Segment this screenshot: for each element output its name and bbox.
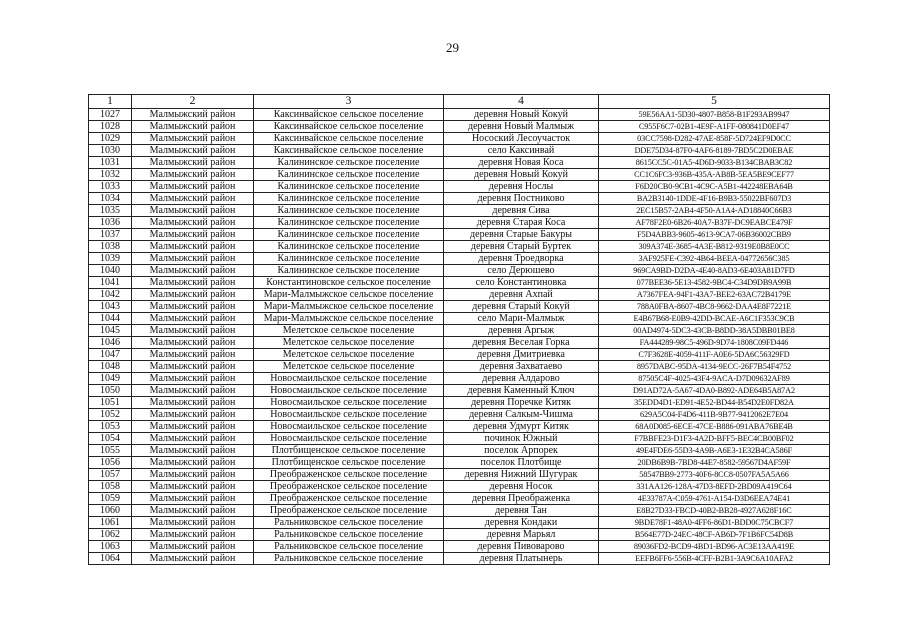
- row-number-cell: 1064: [89, 553, 132, 565]
- locality-cell: деревня Новый Кокуй: [444, 109, 599, 121]
- district-cell: Малмыжский район: [132, 205, 254, 217]
- district-cell: Малмыжский район: [132, 397, 254, 409]
- district-cell: Малмыжский район: [132, 553, 254, 565]
- district-cell: Малмыжский район: [132, 301, 254, 313]
- settlement-cell: Мари-Малмыжское сельское поселение: [254, 289, 444, 301]
- table-row: [89, 193, 830, 205]
- locality-cell: починок Южный: [444, 433, 599, 445]
- row-number-cell: 1040: [89, 265, 132, 277]
- locality-cell: деревня Марьял: [444, 529, 599, 541]
- settlement-cell: Мари-Малмыжское сельское поселение: [254, 301, 444, 313]
- settlement-cell: Калининское сельское поселение: [254, 181, 444, 193]
- district-cell: Малмыжский район: [132, 325, 254, 337]
- row-number-cell: 1048: [89, 361, 132, 373]
- locality-cell: село Мари-Малмыж: [444, 313, 599, 325]
- settlement-cell: Новосмаильское сельское поселение: [254, 373, 444, 385]
- locality-cell: деревня Старая Коса: [444, 217, 599, 229]
- table-row: [89, 469, 830, 481]
- district-cell: Малмыжский район: [132, 421, 254, 433]
- table-row: [89, 433, 830, 445]
- row-number-cell: 1058: [89, 481, 132, 493]
- table-row: [89, 457, 830, 469]
- settlement-cell: Мелетское сельское поселение: [254, 361, 444, 373]
- table-row: [89, 145, 830, 157]
- settlement-cell: Мари-Малмыжское сельское поселение: [254, 313, 444, 325]
- locality-cell: деревня Ноcлы: [444, 181, 599, 193]
- row-number-cell: 1039: [89, 253, 132, 265]
- district-cell: Малмыжский район: [132, 361, 254, 373]
- guid-cell: 35EDD4D1-ED91-4E52-BD44-B54D2E0FD82A: [599, 397, 830, 409]
- row-number-cell: 1043: [89, 301, 132, 313]
- guid-cell: 87505C4F-4025-43F4-9ACA-D7D09632AF89: [599, 373, 830, 385]
- table-row: [89, 445, 830, 457]
- locality-cell: деревня Новая Коса: [444, 157, 599, 169]
- locality-cell: деревня Платынерь: [444, 553, 599, 565]
- row-number-cell: 1033: [89, 181, 132, 193]
- settlement-cell: Преображенское сельское поселение: [254, 481, 444, 493]
- table-row: [89, 277, 830, 289]
- guid-cell: 788A0FBA-8607-4BC8-9662-DAA4E8F7221E: [599, 301, 830, 313]
- table-row: [89, 409, 830, 421]
- locality-cell: деревня Старый Буртек: [444, 241, 599, 253]
- row-number-cell: 1052: [89, 409, 132, 421]
- row-number-cell: 1061: [89, 517, 132, 529]
- settlement-cell: Калининское сельское поселение: [254, 193, 444, 205]
- table-row: [89, 325, 830, 337]
- district-cell: Малмыжский район: [132, 121, 254, 133]
- locality-cell: поселок Плотбище: [444, 457, 599, 469]
- row-number-cell: 1030: [89, 145, 132, 157]
- column-header: 4: [444, 95, 599, 109]
- district-cell: Малмыжский район: [132, 217, 254, 229]
- guid-cell: B564E77D-24EC-48CF-AB6D-7F1B6FC54D8B: [599, 529, 830, 541]
- guid-cell: 58547BB9-2773-40F6-8CC8-0507FA5A5A66: [599, 469, 830, 481]
- guid-cell: 3AF925FE-C392-4B64-BEEA-04772656C385: [599, 253, 830, 265]
- guid-cell: EEFB6FF6-556B-4CFF-B2B1-3A9C6A10AFA2: [599, 553, 830, 565]
- district-cell: Малмыжский район: [132, 373, 254, 385]
- table-row: [89, 205, 830, 217]
- settlement-cell: Калининское сельское поселение: [254, 241, 444, 253]
- locality-cell: деревня Кондаки: [444, 517, 599, 529]
- table-row: [89, 349, 830, 361]
- guid-cell: 20DB6B9B-7BD8-44E7-8582-59567D4AF59F: [599, 457, 830, 469]
- guid-cell: E8B27D33-FBCD-40B2-BB28-4927A628F16C: [599, 505, 830, 517]
- district-cell: Малмыжский район: [132, 193, 254, 205]
- guid-cell: E4B67B68-E0B9-42DD-BCAE-A6C1F353C9CB: [599, 313, 830, 325]
- district-cell: Малмыжский район: [132, 109, 254, 121]
- locality-cell: деревня Ахпай: [444, 289, 599, 301]
- locality-cell: деревня Троедворка: [444, 253, 599, 265]
- settlement-cell: Каксинвайское сельское поселение: [254, 145, 444, 157]
- district-cell: Малмыжский район: [132, 253, 254, 265]
- row-number-cell: 1029: [89, 133, 132, 145]
- settlement-cell: Калининское сельское поселение: [254, 205, 444, 217]
- settlement-cell: Мелетское сельское поселение: [254, 349, 444, 361]
- row-number-cell: 1032: [89, 169, 132, 181]
- row-number-cell: 1063: [89, 541, 132, 553]
- row-number-cell: 1053: [89, 421, 132, 433]
- row-number-cell: 1045: [89, 325, 132, 337]
- locality-cell: село Константиновка: [444, 277, 599, 289]
- settlement-cell: Плотбищенское сельское поселение: [254, 445, 444, 457]
- table-row: [89, 301, 830, 313]
- district-cell: Малмыжский район: [132, 289, 254, 301]
- district-cell: Малмыжский район: [132, 241, 254, 253]
- row-number-cell: 1059: [89, 493, 132, 505]
- district-cell: Малмыжский район: [132, 313, 254, 325]
- settlement-cell: Каксинвайское сельское поселение: [254, 121, 444, 133]
- settlement-cell: Новосмаильское сельское поселение: [254, 385, 444, 397]
- row-number-cell: 1041: [89, 277, 132, 289]
- settlement-cell: Плотбищенское сельское поселение: [254, 457, 444, 469]
- district-cell: Малмыжский район: [132, 277, 254, 289]
- row-number-cell: 1036: [89, 217, 132, 229]
- guid-cell: 68A0D085-6ECE-47CE-B886-091ABA76BE4B: [599, 421, 830, 433]
- table-row: [89, 541, 830, 553]
- row-number-cell: 1028: [89, 121, 132, 133]
- settlement-cell: Калининское сельское поселение: [254, 217, 444, 229]
- district-cell: Малмыжский район: [132, 181, 254, 193]
- guid-cell: 03CC7598-D282-47AE-858F-5D724EF9D0CC: [599, 133, 830, 145]
- guid-cell: F6D20CB0-9CB1-4C9C-A5B1-442248EBA64B: [599, 181, 830, 193]
- district-cell: Малмыжский район: [132, 529, 254, 541]
- district-cell: Малмыжский район: [132, 433, 254, 445]
- table-row: [89, 397, 830, 409]
- locality-cell: деревня Аргыж: [444, 325, 599, 337]
- row-number-cell: 1049: [89, 373, 132, 385]
- table-row: [89, 373, 830, 385]
- district-cell: Малмыжский район: [132, 517, 254, 529]
- settlement-cell: Калининское сельское поселение: [254, 229, 444, 241]
- column-header: 1: [89, 95, 132, 109]
- settlement-cell: Мелетское сельское поселение: [254, 325, 444, 337]
- locality-cell: деревня Постниково: [444, 193, 599, 205]
- locality-cell: село Дерюшево: [444, 265, 599, 277]
- table-row: [89, 181, 830, 193]
- table-row: [89, 217, 830, 229]
- guid-cell: 59E56AA1-5D30-4807-B858-B1F293AB9947: [599, 109, 830, 121]
- locality-cell: деревня Тан: [444, 505, 599, 517]
- locality-cell: деревня Веселая Горка: [444, 337, 599, 349]
- row-number-cell: 1057: [89, 469, 132, 481]
- guid-cell: 077BEE36-5E13-4582-9BC4-C34D9DB9A99B: [599, 277, 830, 289]
- row-number-cell: 1054: [89, 433, 132, 445]
- district-cell: Малмыжский район: [132, 169, 254, 181]
- guid-cell: 89036FD2-BCD9-4BD1-BD96-AC3E13AA419E: [599, 541, 830, 553]
- settlement-cell: Калининское сельское поселение: [254, 169, 444, 181]
- row-number-cell: 1056: [89, 457, 132, 469]
- column-header: 5: [599, 95, 830, 109]
- settlements-table: [88, 94, 830, 565]
- locality-cell: деревня Носок: [444, 481, 599, 493]
- table-row: [89, 265, 830, 277]
- guid-cell: AF78F2E0-6B26-40A7-B37F-DC9EABCE479F: [599, 217, 830, 229]
- settlement-cell: Калининское сельское поселение: [254, 157, 444, 169]
- district-cell: Малмыжский район: [132, 349, 254, 361]
- table-row: [89, 289, 830, 301]
- locality-cell: деревня Пивоварово: [444, 541, 599, 553]
- table-row: [89, 337, 830, 349]
- settlement-cell: Новосмаильское сельское поселение: [254, 397, 444, 409]
- guid-cell: F7BBFE23-D1F3-4A2D-BFF5-BEC4CB00BF02: [599, 433, 830, 445]
- table-row: [89, 229, 830, 241]
- column-header: 2: [132, 95, 254, 109]
- row-number-cell: 1051: [89, 397, 132, 409]
- table-row: [89, 517, 830, 529]
- district-cell: Малмыжский район: [132, 385, 254, 397]
- guid-cell: 49E4FDE6-55D3-4A9B-A6E3-1E32B4CA586F: [599, 445, 830, 457]
- guid-cell: 8615CC5C-01A5-4D6D-9033-B134CBAB3C82: [599, 157, 830, 169]
- district-cell: Малмыжский район: [132, 445, 254, 457]
- table-row: [89, 493, 830, 505]
- district-cell: Малмыжский район: [132, 505, 254, 517]
- row-number-cell: 1027: [89, 109, 132, 121]
- row-number-cell: 1031: [89, 157, 132, 169]
- locality-cell: деревня Каменный Ключ: [444, 385, 599, 397]
- settlement-cell: Мелетское сельское поселение: [254, 337, 444, 349]
- settlement-cell: Каксинвайское сельское поселение: [254, 109, 444, 121]
- row-number-cell: 1062: [89, 529, 132, 541]
- table-row: [89, 169, 830, 181]
- settlement-cell: Ральниковское сельское поселение: [254, 553, 444, 565]
- row-number-cell: 1055: [89, 445, 132, 457]
- guid-cell: 2EC15B57-2AB4-4F50-A1A4-AD18840C66B3: [599, 205, 830, 217]
- settlement-cell: Преображенское сельское поселение: [254, 493, 444, 505]
- settlement-cell: Новосмаильское сельское поселение: [254, 433, 444, 445]
- settlement-cell: Новосмаильское сельское поселение: [254, 421, 444, 433]
- guid-cell: 331AA126-128A-47D3-8EFD-2BD09A419C64: [599, 481, 830, 493]
- settlement-cell: Калининское сельское поселение: [254, 265, 444, 277]
- guid-cell: CC1C6FC3-936B-435A-AB8B-5EA5BE9CEF77: [599, 169, 830, 181]
- row-number-cell: 1035: [89, 205, 132, 217]
- column-header: 3: [254, 95, 444, 109]
- table-row: [89, 241, 830, 253]
- table-row: [89, 121, 830, 133]
- settlement-cell: Ральниковское сельское поселение: [254, 529, 444, 541]
- table-header-row: [89, 95, 830, 109]
- guid-cell: 00AD4974-5DC3-43CB-B8DD-38A5DBB01BE8: [599, 325, 830, 337]
- row-number-cell: 1060: [89, 505, 132, 517]
- guid-cell: 629A5C04-F4D6-411B-9B77-9412062E7E04: [599, 409, 830, 421]
- district-cell: Малмыжский район: [132, 145, 254, 157]
- settlement-cell: Ральниковское сельское поселение: [254, 517, 444, 529]
- district-cell: Малмыжский район: [132, 157, 254, 169]
- row-number-cell: 1046: [89, 337, 132, 349]
- row-number-cell: 1042: [89, 289, 132, 301]
- table-row: [89, 157, 830, 169]
- district-cell: Малмыжский район: [132, 541, 254, 553]
- locality-cell: деревня Дмитриевка: [444, 349, 599, 361]
- locality-cell: Носоский Лесоучасток: [444, 133, 599, 145]
- guid-cell: D91AD72A-5A67-4DA0-B892-ADE64B5A87A2: [599, 385, 830, 397]
- table-row: [89, 253, 830, 265]
- guid-cell: BA2B3140-1DDE-4F16-B9B3-55022BF607D3: [599, 193, 830, 205]
- table-row: [89, 505, 830, 517]
- table-row: [89, 109, 830, 121]
- table-row: [89, 421, 830, 433]
- guid-cell: C955F6C7-02B1-4E9F-A1FF-080841D0EF47: [599, 121, 830, 133]
- district-cell: Малмыжский район: [132, 493, 254, 505]
- settlement-cell: Ральниковское сельское поселение: [254, 541, 444, 553]
- table-row: [89, 133, 830, 145]
- district-cell: Малмыжский район: [132, 409, 254, 421]
- settlement-cell: Преображенское сельское поселение: [254, 469, 444, 481]
- locality-cell: деревня Поречке Китяк: [444, 397, 599, 409]
- settlement-cell: Новосмаильское сельское поселение: [254, 409, 444, 421]
- locality-cell: деревня Старые Бакуры: [444, 229, 599, 241]
- locality-cell: деревня Нижний Шугурак: [444, 469, 599, 481]
- settlement-cell: Калининское сельское поселение: [254, 253, 444, 265]
- locality-cell: деревня Салкым-Чишма: [444, 409, 599, 421]
- table-row: [89, 313, 830, 325]
- table-body: [89, 109, 830, 565]
- guid-cell: 969CA9BD-D2DA-4E40-8AD3-6E403A81D7FD: [599, 265, 830, 277]
- guid-cell: 4E33787A-C059-4761-A154-D3D6EEA74E41: [599, 493, 830, 505]
- locality-cell: село Каксинвай: [444, 145, 599, 157]
- district-cell: Малмыжский район: [132, 469, 254, 481]
- locality-cell: деревня Сива: [444, 205, 599, 217]
- guid-cell: DDE75D34-87F0-4AF6-8189-7BD5C2D0EBAE: [599, 145, 830, 157]
- guid-cell: 9BDE78F1-48A0-4FF6-86D1-BDD0C75CBCF7: [599, 517, 830, 529]
- guid-cell: C7F3628E-4059-411F-A0E6-5DA6C56329FD: [599, 349, 830, 361]
- district-cell: Малмыжский район: [132, 457, 254, 469]
- district-cell: Малмыжский район: [132, 337, 254, 349]
- locality-cell: деревня Захватаево: [444, 361, 599, 373]
- locality-cell: деревня Алдарово: [444, 373, 599, 385]
- table-row: [89, 481, 830, 493]
- locality-cell: деревня Удмурт Китяк: [444, 421, 599, 433]
- table-row: [89, 361, 830, 373]
- settlement-cell: Преображенское сельское поселение: [254, 505, 444, 517]
- table-row: [89, 529, 830, 541]
- row-number-cell: 1034: [89, 193, 132, 205]
- row-number-cell: 1038: [89, 241, 132, 253]
- guid-cell: 309A374E-3685-4A3E-B812-9319E0B8E0CC: [599, 241, 830, 253]
- locality-cell: поселок Арпорек: [444, 445, 599, 457]
- guid-cell: F5D4ABB3-9605-4613-9CA7-06B36002CBB9: [599, 229, 830, 241]
- locality-cell: деревня Новый Малмыж: [444, 121, 599, 133]
- district-cell: Малмыжский район: [132, 265, 254, 277]
- district-cell: Малмыжский район: [132, 229, 254, 241]
- row-number-cell: 1044: [89, 313, 132, 325]
- locality-cell: деревня Преображенка: [444, 493, 599, 505]
- locality-cell: деревня Новый Кокуй: [444, 169, 599, 181]
- district-cell: Малмыжский район: [132, 133, 254, 145]
- settlement-cell: Константиновское сельское поселение: [254, 277, 444, 289]
- page-number: 29: [446, 40, 459, 55]
- district-cell: Малмыжский район: [132, 481, 254, 493]
- settlement-cell: Каксинвайское сельское поселение: [254, 133, 444, 145]
- table-row: [89, 553, 830, 565]
- row-number-cell: 1047: [89, 349, 132, 361]
- guid-cell: A7367FEA-94F1-43A7-BEE2-63AC72B4179E: [599, 289, 830, 301]
- guid-cell: FA444289-98C5-496D-9D74-1808C09FD446: [599, 337, 830, 349]
- table-row: [89, 385, 830, 397]
- guid-cell: 8957DABC-95DA-4134-9ECC-26F7B54F4752: [599, 361, 830, 373]
- locality-cell: деревня Старый Кокуй: [444, 301, 599, 313]
- row-number-cell: 1037: [89, 229, 132, 241]
- row-number-cell: 1050: [89, 385, 132, 397]
